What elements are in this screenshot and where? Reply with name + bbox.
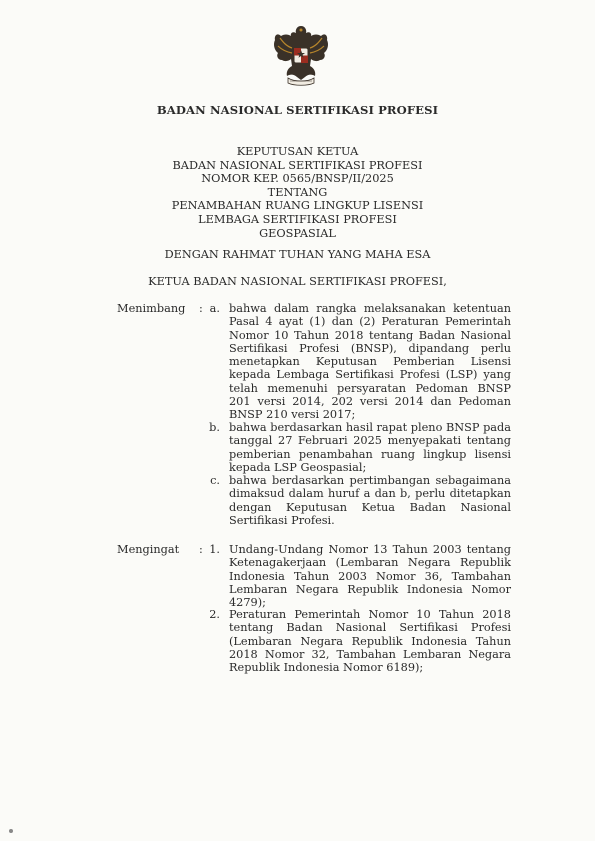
mengingat-item-marker: 1. [209, 543, 220, 556]
menimbang-item-text: bahwa dalam rangka melaksanakan ketentuan Pasal 4 ayat (1) dan (2) Peraturan Pemerintah Nomor 10 Tahun 2018 tentang Badan Nasional Sertifikasi Profesi (BNSP), dipandang perlu menetapkan Keputusan Pemberian Lisensi kepada Lembaga Sertifikasi Profesi (LSP) yang telah memenuhi persyaratan Pedoman BNSP 201 versi 2014, 202 versi 2014 dan Pedoman BNSP 210 versi 2017; [229, 302, 511, 422]
garuda-pancasila-emblem-icon [270, 22, 332, 88]
menimbang-item-marker: b. [209, 421, 220, 434]
decree-title-line: GEOSPASIAL [259, 226, 336, 240]
decree-title-line: NOMOR KEP. 0565/BNSP/II/2025 [201, 172, 394, 186]
ketua-line: KETUA BADAN NASIONAL SERTIFIKASI PROFESI, [148, 275, 447, 288]
menimbang-item-marker: c. [210, 474, 220, 487]
decree-title-line: LEMBAGA SERTIFIKASI PROFESI [198, 212, 397, 226]
decree-title-block [0, 145, 595, 240]
mengingat-item-text: Peraturan Pemerintah Nomor 10 Tahun 2018 tentang Badan Nasional Sertifikasi Profesi (Lembaran Negara Republik Indonesia Tahun 2018 Nomor 32, Tambahan Lembaran Negara Republik Indonesia Nomor 6189); [229, 608, 511, 675]
menimbang-label: Menimbang [117, 302, 186, 315]
decree-title-line: TENTANG [267, 185, 328, 199]
decree-title-line: BADAN NASIONAL SERTIFIKASI PROFESI [172, 158, 423, 172]
agency-name-heading: BADAN NASIONAL SERTIFIKASI PROFESI [156, 103, 439, 117]
scan-speck [9, 829, 13, 833]
mengingat-colon: : [199, 543, 203, 556]
menimbang-item-text: bahwa berdasarkan pertimbangan sebagaimana dimaksud dalam huruf a dan b, perlu ditetapkan dengan Keputusan Ketua Badan Nasional Sertifikasi Profesi. [229, 474, 511, 527]
menimbang-item-text: bahwa berdasarkan hasil rapat pleno BNSP pada tanggal 27 Februari 2025 menyepakati tentang pemberian penambahan ruang lingkup lisensi kepada LSP Geospasial; [229, 421, 512, 474]
menimbang-colon: : [199, 302, 203, 315]
mengingat-item-marker: 2. [209, 608, 220, 621]
dengan-rahmat-line: DENGAN RAHMAT TUHAN YANG MAHA ESA [164, 248, 431, 261]
mengingat-item-text: Undang-Undang Nomor 13 Tahun 2003 tentang Ketenagakerjaan (Lembaran Negara Republik Indonesia Tahun 2003 Nomor 36, Tambahan Lembaran Negara Republik Indonesia Nomor 4279); [229, 543, 511, 610]
decree-title-line: PENAMBAHAN RUANG LINGKUP LISENSI [171, 199, 424, 213]
menimbang-item-marker: a. [209, 302, 220, 315]
decree-title-line: KEPUTUSAN KETUA [236, 145, 359, 158]
mengingat-label: Mengingat [117, 543, 180, 556]
